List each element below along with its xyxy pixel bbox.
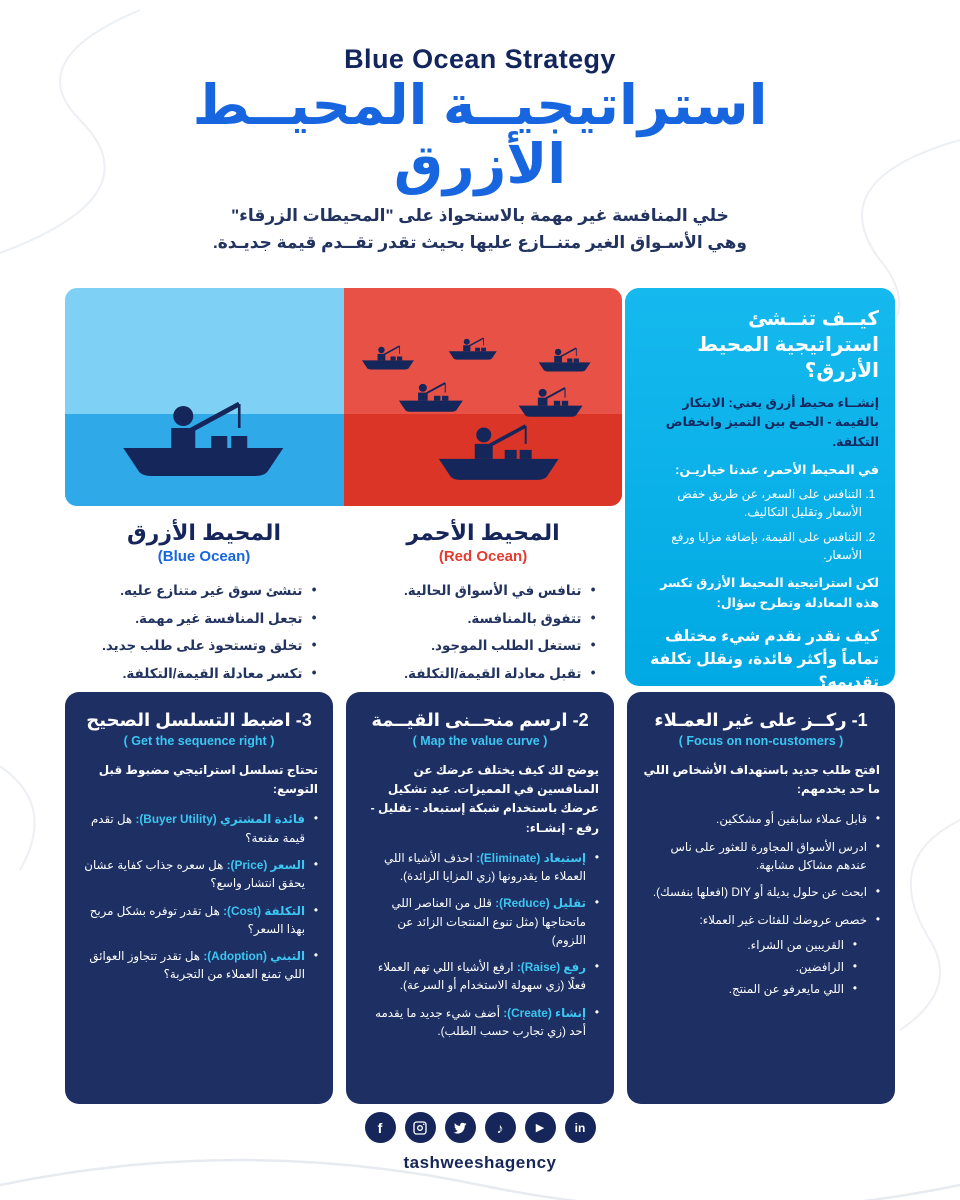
list-item — [80, 810, 318, 847]
step-bullet-list — [80, 810, 318, 983]
keyword: فائدة المشتري (Buyer Utility): — [135, 812, 305, 827]
list-item: • تجعل المنافسة غير مهمة. — [92, 609, 317, 629]
list-item — [642, 911, 880, 999]
ocean-illustration — [65, 288, 622, 506]
instagram-icon[interactable] — [405, 1112, 436, 1143]
linkedin-glyph: in — [574, 1120, 586, 1135]
list-item: • تقبل معادلة القيمة/التكلفة. — [371, 664, 596, 684]
twitter-glyph — [452, 1120, 468, 1136]
list-item-text: ارفع الأشياء اللي تهم العملاء فعلًا (زي سهولة الاستخدام أو السرعة). — [377, 960, 586, 993]
list-item: • تتفوق بالمنافسة. — [371, 609, 596, 629]
how-to-create-box — [625, 288, 895, 692]
list-item: • تكسر معادلة القيمة/التكلفة. — [92, 664, 317, 684]
step-title-ar: 3- اضبط التسلسل الصحيح — [86, 710, 312, 730]
red-ocean-section — [344, 520, 622, 691]
list-item — [80, 856, 318, 893]
list-item — [361, 894, 599, 949]
list-item: • اللي مايعرفو عن المنتج. — [642, 980, 857, 998]
youtube-icon[interactable] — [525, 1112, 556, 1143]
blue-ocean-section — [65, 520, 343, 691]
list-item: • تستغل الطلب الموجود. — [371, 636, 596, 656]
step-title-ar: 2- ارسم منحــنى القيــمة — [371, 710, 589, 730]
list-item — [80, 902, 318, 939]
list-item — [361, 849, 599, 886]
list-item: 1. التنافس على السعر، عن طريق خفض الأسعار وتقليل التكاليف. — [641, 485, 862, 521]
step-intro: افتح طلب جديد باستهداف الأشخاص اللي ما حد يخدمهم: — [643, 763, 880, 797]
list-item: • ادرس الأسواق المجاورة للعثور على ناس عندهم مشاكل مشابهة. — [642, 838, 880, 875]
keyword: التبني (Adoption): — [203, 949, 305, 964]
step-intro: يوضح لك كيف يختلف عرضك عن المنافسين في المميزات. عيد تشكيل عرضك باستخدام شبكة إستبعاد - تقليل - رفع - إنشـاء: — [370, 763, 599, 835]
keyword: تقليل (Reduce): — [495, 896, 586, 911]
facebook-icon[interactable] — [365, 1112, 396, 1143]
step-2-map-value-curve — [346, 692, 614, 1104]
blue-ocean-list — [92, 581, 317, 683]
list-item-text: خصص عروضك للفئات غير العملاء: — [699, 912, 867, 927]
subtitle-line2: وهي الأسـواق الغير متنــازع عليها بحيث تقدر تقــدم قيمة جديـدة. — [213, 233, 747, 253]
step-3-get-sequence-right — [65, 692, 333, 1104]
red-ocean-title-ar: المحيط الأحمر — [406, 520, 560, 545]
keyword: السعر (Price): — [226, 857, 305, 872]
instagram-glyph — [412, 1120, 428, 1136]
list-item: • تنافس في الأسواق الحالية. — [371, 581, 596, 601]
list-item: • تنشئ سوق غير متنازع عليه. — [92, 581, 317, 601]
red-ocean-boats-art — [344, 288, 623, 506]
keyword: التكلفة (Cost): — [223, 903, 305, 918]
how-box-but-statement: لكن استراتيجية المحيط الأزرق تكسر هذه المعادلة وتطرح سؤال: — [660, 576, 879, 610]
step-sub-bullet-list — [642, 936, 867, 999]
step-title-en: ( Map the value curve ) — [412, 734, 548, 748]
red-ocean-list — [371, 581, 596, 683]
tiktok-icon[interactable] — [485, 1112, 516, 1143]
social-icons-row — [0, 1112, 960, 1143]
step-bullet-list — [361, 849, 599, 1041]
keyword: رفع (Raise): — [516, 960, 586, 975]
keyword: إنشاء (Create): — [503, 1005, 586, 1020]
list-item-text: احذف الأشياء اللي العملاء ما يقدرونها (زي المزايا الزائدة). — [384, 850, 586, 884]
tiktok-glyph: ♪ — [496, 1119, 504, 1136]
twitter-icon[interactable] — [445, 1112, 476, 1143]
how-box-red-ocean-lead: في المحيط الأحمر، عندنا خياريـن: — [675, 463, 879, 478]
list-item: 2. التنافس على القيمة، بإضافة مزايا ورفع الأسعار. — [641, 528, 862, 564]
page-subtitle — [120, 202, 840, 256]
how-box-intro: إنشــاء محيط أزرق يعني: الابتكار بالقيمة - الجمع بين التميز وانخفاض التكلفة. — [665, 396, 879, 449]
list-item-text: قلل من العناصر اللي ماتحتاجها (مثل تنوع المنتجات الزائد عن اللزوم) — [391, 896, 586, 947]
agency-handle: tashweeshagency — [403, 1153, 557, 1172]
youtube-glyph: ▶ — [535, 1122, 545, 1134]
step-title-en: ( Focus on non-customers ) — [678, 734, 844, 748]
list-item: • الرافضين. — [642, 958, 857, 976]
list-item — [361, 1004, 599, 1041]
list-item-text: هل سعره جذاب كفاية عشان يحقق انتشار واسع؟ — [84, 857, 305, 891]
list-item — [80, 947, 318, 984]
step-title-en: ( Get the sequence right ) — [123, 734, 275, 748]
how-box-options-list — [641, 485, 879, 564]
step-1-focus-on-non-customers — [627, 692, 895, 1104]
list-item-text: هل تقدر تتجاوز العوائق اللي تمنع العملاء من التجربة؟ — [89, 949, 305, 982]
list-item-text: هل تقدم قيمة مقنعة؟ — [90, 812, 305, 845]
subtitle-line1: خلي المنافسة غير مهمة بالاستحواذ على "المحيطات الزرقاء" — [231, 206, 729, 225]
blue-ocean-boat-art — [65, 288, 344, 506]
strategy-steps — [65, 692, 895, 1104]
how-box-key-question: كيف نقدر نقدم شيء مختلف تماماً وأكثر فائدة، ونقلل تكلفة تقديمه؟ — [650, 627, 879, 692]
step-intro: تحتاج تسلسل استراتيجي مضبوط قبل التوسع: — [98, 763, 318, 797]
page-title-arabic-line1: استراتيجيــة المحيــط — [192, 74, 768, 136]
list-item: • قابل عملاء سابقين أو مشككين. — [642, 810, 880, 828]
linkedin-icon[interactable] — [565, 1112, 596, 1143]
list-item: • القريبين من الشراء. — [642, 936, 857, 954]
red-ocean-title-en: (Red Ocean) — [438, 548, 528, 565]
list-item-text: أضف شيء جديد ما يقدمه أحد (زي تجارب حسب الطلب). — [375, 1005, 586, 1038]
blue-ocean-title-ar: المحيط الأزرق — [127, 520, 281, 545]
page-title-english: Blue Ocean Strategy — [344, 44, 616, 74]
facebook-glyph: f — [377, 1119, 383, 1136]
page-title-arabic-line2: الأزرق — [393, 133, 567, 196]
blue-ocean-title-en: (Blue Ocean) — [157, 548, 251, 565]
list-item: • ابحث عن حلول بديلة أو DIY (افعلها بنفسك). — [642, 883, 880, 901]
blue-ocean-panel — [65, 288, 344, 506]
list-item: • تخلق وتستحوذ على طلب جديد. — [92, 636, 317, 656]
page-title-arabic — [110, 76, 850, 195]
how-box-title: كيــف تنــشئ استراتيجية المحيط الأزرق؟ — [697, 308, 879, 382]
list-item-text: هل تقدر توفره بشكل مربح بهذا السعر؟ — [89, 903, 305, 936]
red-ocean-panel — [344, 288, 623, 506]
list-item — [361, 958, 599, 995]
step-bullet-list — [642, 810, 880, 998]
step-title-ar: 1- ركــز على غير العمـلاء — [654, 710, 868, 730]
keyword: إستبعاد (Eliminate): — [476, 850, 586, 865]
